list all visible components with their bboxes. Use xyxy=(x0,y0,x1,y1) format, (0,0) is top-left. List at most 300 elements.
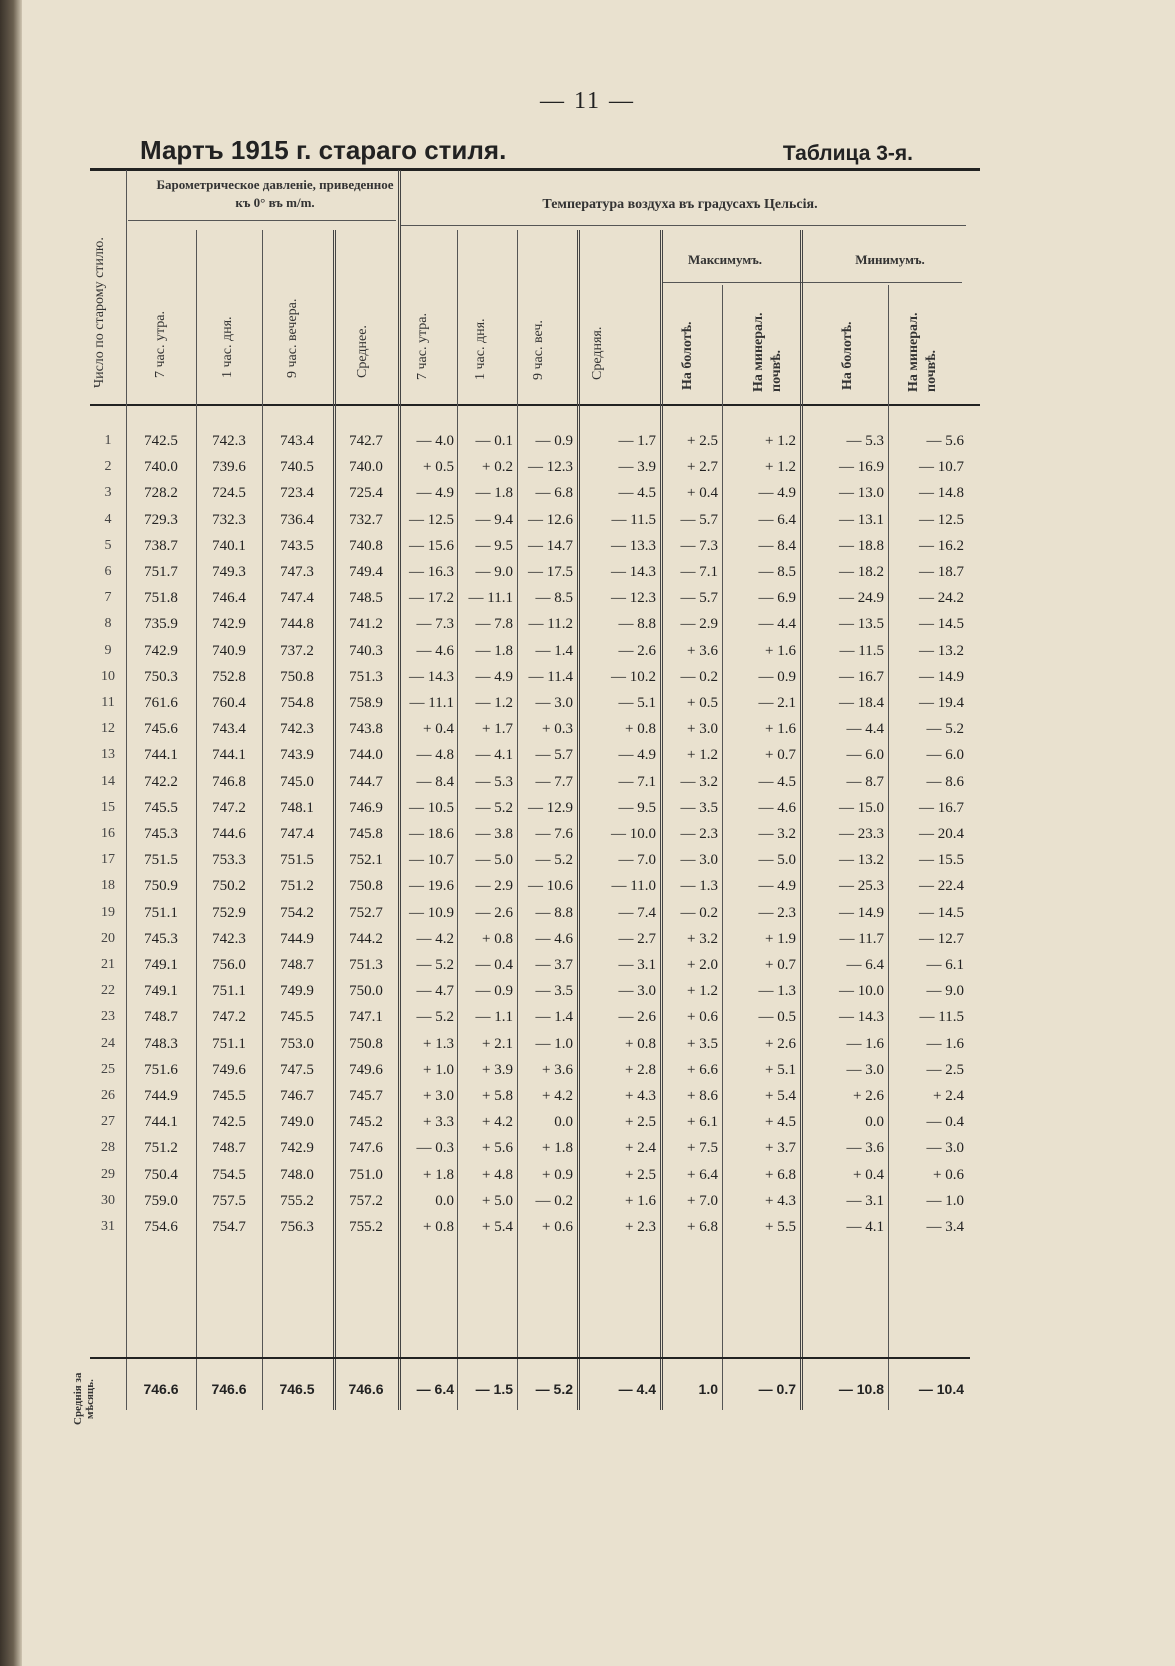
table-cell: — 18.4 xyxy=(839,695,884,711)
footer-cell: 1.0 xyxy=(698,1381,718,1397)
table-cell: — 3.9 xyxy=(618,459,656,476)
table-cell: 742.7 xyxy=(349,433,383,449)
table-cell: — 8.7 xyxy=(846,773,884,790)
footer-cell: — 10.8 xyxy=(838,1381,884,1397)
table-cell: + 1.7 xyxy=(482,721,513,738)
table-cell: — 11.1 xyxy=(409,695,454,711)
table-cell: — 8.5 xyxy=(758,564,796,580)
table-cell: 744.1 xyxy=(212,747,246,764)
col-separator xyxy=(126,170,127,1410)
row-day-cell: 30 xyxy=(101,1192,115,1208)
table-cell: 745.5 xyxy=(212,1088,246,1104)
table-cell: + 0.6 xyxy=(687,1009,718,1026)
table-cell: 742.3 xyxy=(212,433,246,449)
table-cell: 736.4 xyxy=(280,511,314,528)
table-cell: 753.0 xyxy=(280,1035,314,1052)
table-cell: — 0.5 xyxy=(758,1009,796,1026)
table-cell: 725.4 xyxy=(349,485,383,502)
row-day-cell: 16 xyxy=(101,826,115,841)
table-cell: + 3.6 xyxy=(687,642,718,659)
col-separator xyxy=(262,230,263,1410)
table-cell: — 3.5 xyxy=(535,983,573,1000)
row-day-cell: 21 xyxy=(101,957,115,972)
table-cell: — 3.2 xyxy=(680,773,718,790)
table-cell: 749.1 xyxy=(144,957,178,973)
table-cell: 743.5 xyxy=(280,537,314,554)
table-cell: — 2.6 xyxy=(618,1009,656,1026)
table-cell: 751.1 xyxy=(212,1035,246,1052)
table-cell: — 3.1 xyxy=(846,1192,884,1209)
table-cell: — 22.4 xyxy=(919,878,964,895)
table-cell: — 3.5 xyxy=(680,799,718,816)
table-cell: — 1.3 xyxy=(758,983,796,1000)
table-cell: — 1.4 xyxy=(535,1009,573,1026)
table-cell: — 7.3 xyxy=(680,537,718,554)
table-cell: — 13.2 xyxy=(919,642,964,659)
table-cell: 752.8 xyxy=(212,668,246,685)
table-cell: — 12.5 xyxy=(409,511,454,528)
table-cell: — 1.6 xyxy=(846,1035,884,1052)
table-cell: — 18.6 xyxy=(409,826,454,842)
table-cell: + 6.1 xyxy=(687,1114,718,1131)
table-cell: 749.0 xyxy=(280,1114,314,1131)
header-temp-group: Температура воздуха въ градусахъ Цельсія. xyxy=(542,197,818,212)
col-separator xyxy=(888,285,889,1410)
table-cell: 754.8 xyxy=(280,695,314,711)
table-cell: 740.0 xyxy=(349,459,383,476)
table-cell: 751.7 xyxy=(144,564,178,580)
table-cell: — 5.0 xyxy=(475,852,513,869)
table-cell: 751.2 xyxy=(280,878,314,895)
table-cell: 751.1 xyxy=(212,983,246,1000)
table-cell: + 5.4 xyxy=(482,1219,513,1235)
table-cell: 752.9 xyxy=(212,904,246,921)
table-label: Таблица 3-я. xyxy=(782,142,913,165)
table-cell: — 10.5 xyxy=(409,799,454,816)
table-cell: — 7.1 xyxy=(618,773,656,790)
header-temp-9: 9 час. веч. xyxy=(531,320,546,380)
table-cell: + 0.8 xyxy=(423,1219,454,1235)
header-max-group: Максимумъ. xyxy=(687,252,763,267)
header-pressure-1: 1 час. дня. xyxy=(220,316,235,378)
table-cell: + 4.3 xyxy=(625,1088,656,1104)
footer-cell: 746.6 xyxy=(211,1381,247,1397)
table-cell: 744.9 xyxy=(144,1088,178,1104)
table-cell: — 10.7 xyxy=(409,852,454,869)
table-cell: 742.9 xyxy=(212,616,246,633)
table-cell: 743.4 xyxy=(280,433,314,449)
row-day-cell: 5 xyxy=(104,537,112,553)
table-cell: 740.0 xyxy=(144,459,178,476)
table-cell: — 0.4 xyxy=(926,1114,964,1131)
table-cell: — 24.9 xyxy=(839,590,884,607)
table-cell: — 7.3 xyxy=(416,616,454,633)
table-cell: + 1.6 xyxy=(625,1192,656,1209)
table-cell: — 2.3 xyxy=(680,826,718,842)
table-cell: 749.3 xyxy=(212,564,246,580)
row-day-cell: 28 xyxy=(101,1140,115,1156)
footer-cell: 746.5 xyxy=(279,1381,315,1397)
row-day-cell: 1 xyxy=(104,433,112,448)
table-cell: 744.9 xyxy=(280,930,314,947)
table-cell: 750.8 xyxy=(349,1035,383,1052)
table-cell: + 3.0 xyxy=(687,721,718,738)
table-cell: 740.1 xyxy=(212,537,246,554)
table-cell: — 6.4 xyxy=(758,511,796,528)
table-cell: 748.7 xyxy=(212,1140,246,1157)
table-cell: 737.2 xyxy=(280,642,314,659)
table-cell: — 4.9 xyxy=(758,878,796,895)
table-cell: — 16.9 xyxy=(839,459,884,476)
table-cell: 752.1 xyxy=(349,852,383,869)
table-cell: + 0.8 xyxy=(625,1035,656,1052)
table-cell: + 5.8 xyxy=(482,1088,513,1104)
table-cell: — 4.6 xyxy=(535,930,573,947)
table-cell: + 0.4 xyxy=(687,485,718,502)
row-day-cell: 29 xyxy=(101,1166,115,1182)
table-cell: — 5.7 xyxy=(680,590,718,607)
table-cell: + 0.9 xyxy=(542,1166,573,1183)
table-cell: 761.6 xyxy=(144,695,178,711)
table-cell: — 1.0 xyxy=(535,1035,573,1052)
footer-cell: 746.6 xyxy=(348,1381,384,1397)
row-day-cell: 8 xyxy=(104,616,112,632)
table-cell: 744.8 xyxy=(280,616,314,633)
table-cell: 746.4 xyxy=(212,590,246,607)
table-cell: 751.8 xyxy=(144,590,178,607)
table-cell: 747.1 xyxy=(349,1009,383,1026)
table-cell: 747.4 xyxy=(280,826,314,842)
table-cell: — 3.1 xyxy=(618,957,656,973)
table-cell: 747.2 xyxy=(212,1009,246,1026)
table-cell: + 3.2 xyxy=(687,930,718,947)
table-cell: — 8.8 xyxy=(535,904,573,921)
table-cell: — 4.9 xyxy=(416,485,454,502)
table-cell: 749.6 xyxy=(212,1061,246,1078)
table-cell: — 14.3 xyxy=(839,1009,884,1026)
table-cell: 756.0 xyxy=(212,957,246,973)
table-cell: 747.2 xyxy=(212,799,246,816)
footer-label: Среднія за мѣсяць. xyxy=(72,1372,96,1426)
table-cell: 751.5 xyxy=(280,852,314,869)
table-cell: 744.2 xyxy=(349,930,383,947)
table-cell: — 5.2 xyxy=(475,799,513,816)
table-cell: — 5.2 xyxy=(535,852,573,869)
table-cell: 749.9 xyxy=(280,983,314,1000)
table-cell: — 0.2 xyxy=(680,904,718,921)
table-cell: 749.4 xyxy=(349,564,383,580)
table-cell: — 11.2 xyxy=(528,616,573,633)
table-cell: — 1.8 xyxy=(475,485,513,502)
table-cell: — 3.7 xyxy=(535,957,573,973)
table-cell: 754.7 xyxy=(212,1219,246,1235)
row-day-cell: 14 xyxy=(101,773,115,789)
table-cell: 754.6 xyxy=(144,1219,178,1235)
table-cell: — 12.7 xyxy=(919,930,964,947)
row-day-cell: 6 xyxy=(104,564,112,579)
table-cell: 732.3 xyxy=(212,511,246,528)
table-cell: — 7.4 xyxy=(618,904,656,921)
table-cell: + 1.8 xyxy=(542,1140,573,1157)
table-cell: 745.0 xyxy=(280,773,314,790)
row-day-cell: 13 xyxy=(101,747,115,763)
table-cell: — 18.2 xyxy=(839,564,884,580)
table-cell: 750.8 xyxy=(280,668,314,685)
table-cell: + 2.4 xyxy=(933,1088,964,1104)
table-cell: 750.3 xyxy=(144,668,178,685)
book-binding-shadow xyxy=(0,0,22,1666)
table-cell: + 4.2 xyxy=(482,1114,513,1131)
table-cell: — 5.7 xyxy=(535,747,573,764)
table-cell: 750.0 xyxy=(349,983,383,1000)
table-cell: — 14.3 xyxy=(611,564,656,580)
table-cell: — 2.1 xyxy=(758,695,796,711)
table-cell: — 5.1 xyxy=(618,695,656,711)
table-cell: + 6.6 xyxy=(687,1061,718,1078)
table-cell: 744.1 xyxy=(144,1114,178,1131)
header-min-bog: На болотѣ. xyxy=(840,321,855,390)
table-cell: 754.2 xyxy=(280,904,314,921)
row-day-cell: 7 xyxy=(104,590,112,606)
page-number: — 11 — xyxy=(539,88,636,114)
row-day-cell: 19 xyxy=(101,904,115,920)
footer-cell: — 0.7 xyxy=(758,1381,796,1397)
table-cell: + 8.6 xyxy=(687,1088,718,1104)
table-cell: 740.5 xyxy=(280,459,314,476)
table-cell: — 8.5 xyxy=(535,590,573,607)
table-cell: + 3.0 xyxy=(423,1088,454,1104)
table-cell: — 16.3 xyxy=(409,564,454,580)
table-cell: + 3.3 xyxy=(423,1114,454,1131)
table-cell: — 9.5 xyxy=(475,537,513,554)
col-separator xyxy=(333,230,336,1410)
table-cell: + 4.8 xyxy=(482,1166,513,1183)
table-cell: — 14.5 xyxy=(919,616,964,633)
header-day: Число по старому стилю. xyxy=(92,237,107,388)
table-cell: — 1.6 xyxy=(926,1035,964,1052)
table-cell: — 5.2 xyxy=(416,957,454,973)
row-day-cell: 24 xyxy=(101,1035,115,1051)
table-cell: — 4.4 xyxy=(758,616,796,633)
table-cell: — 24.2 xyxy=(919,590,964,607)
row-day-cell: 2 xyxy=(104,459,112,475)
table-cell: — 1.4 xyxy=(535,642,573,659)
footer-top-rule xyxy=(90,1357,970,1359)
table-cell: + 1.0 xyxy=(423,1061,454,1078)
table-cell: 757.2 xyxy=(349,1192,383,1209)
table-cell: 744.7 xyxy=(349,773,383,790)
table-cell: 740.9 xyxy=(212,642,246,659)
table-cell: 742.9 xyxy=(144,642,178,659)
header-temp-avg: Средняя. xyxy=(590,326,605,380)
table-cell: 752.7 xyxy=(349,904,383,921)
table-cell: + 1.2 xyxy=(687,747,718,764)
table-cell: — 9.5 xyxy=(618,799,656,816)
table-cell: — 0.9 xyxy=(758,668,796,685)
table-cell: — 0.3 xyxy=(416,1140,454,1157)
table-cell: 742.2 xyxy=(144,773,178,790)
table-cell: 739.6 xyxy=(212,459,246,476)
table-cell: 744.6 xyxy=(212,826,246,842)
table-cell: — 4.6 xyxy=(416,642,454,659)
table-cell: — 23.3 xyxy=(839,826,884,842)
table-cell: 746.7 xyxy=(280,1088,314,1104)
table-cell: — 2.3 xyxy=(758,904,796,921)
table-cell: 0.0 xyxy=(865,1114,884,1131)
table-cell: — 7.7 xyxy=(535,773,573,790)
header-pressure-9: 9 час. вечера. xyxy=(285,298,300,378)
table-cell: 746.9 xyxy=(349,799,383,816)
row-day-cell: 15 xyxy=(101,799,115,815)
table-cell: — 9.0 xyxy=(926,983,964,1000)
table-cell: + 0.5 xyxy=(687,695,718,711)
table-cell: + 4.3 xyxy=(765,1192,796,1209)
table-cell: 758.9 xyxy=(349,695,383,711)
table-cell: + 4.5 xyxy=(765,1114,796,1131)
table-cell: — 18.7 xyxy=(919,564,964,580)
table-cell: — 6.0 xyxy=(926,747,964,764)
header-max-mineral: На минерал. почвѣ. xyxy=(751,312,784,392)
table-cell: + 0.8 xyxy=(482,930,513,947)
table-cell: — 10.0 xyxy=(611,826,656,842)
table-cell: — 18.8 xyxy=(839,537,884,554)
table-cell: — 6.0 xyxy=(846,747,884,764)
table-cell: 751.0 xyxy=(349,1166,383,1183)
table-cell: 755.2 xyxy=(349,1219,383,1235)
table-cell: — 12.3 xyxy=(611,590,656,607)
table-cell: — 3.0 xyxy=(618,983,656,1000)
row-day-cell: 17 xyxy=(101,852,115,868)
header-temp-7: 7 час. утра. xyxy=(415,313,430,380)
table-cell: — 14.5 xyxy=(919,904,964,921)
table-cell: — 10.6 xyxy=(528,878,573,895)
table-cell: — 11.7 xyxy=(839,930,884,947)
table-cell: — 5.2 xyxy=(926,721,964,738)
row-day-cell: 12 xyxy=(101,721,115,737)
table-cell: 0.0 xyxy=(435,1192,454,1209)
table-cell: + 0.4 xyxy=(853,1166,884,1183)
header-temp-1: 1 час. дня. xyxy=(473,318,488,380)
footer-cell: — 5.2 xyxy=(535,1381,573,1397)
table-cell: 742.5 xyxy=(144,433,178,449)
table-cell: — 8.4 xyxy=(758,537,796,554)
table-cell: — 16.7 xyxy=(919,799,964,816)
table-cell: — 16.7 xyxy=(839,668,884,685)
table-cell: — 6.9 xyxy=(758,590,796,607)
table-cell: + 0.5 xyxy=(423,459,454,476)
table-cell: — 20.4 xyxy=(919,826,964,842)
table-cell: 723.4 xyxy=(280,485,314,502)
table-cell: + 3.9 xyxy=(482,1061,513,1078)
table-cell: — 1.2 xyxy=(475,695,513,711)
table-cell: 747.5 xyxy=(280,1061,314,1078)
table-cell: 751.2 xyxy=(144,1140,178,1157)
table-cell: + 3.6 xyxy=(542,1061,573,1078)
table-cell: 746.8 xyxy=(212,773,246,790)
table-cell: — 1.1 xyxy=(475,1009,513,1026)
table-cell: — 4.5 xyxy=(618,485,656,502)
table-cell: 751.6 xyxy=(144,1061,178,1078)
table-cell: — 1.3 xyxy=(680,878,718,895)
table-cell: — 6.1 xyxy=(926,957,964,973)
table-cell: 743.8 xyxy=(349,721,383,738)
header-pressure-avg: Среднее. xyxy=(355,325,370,378)
table-cell: + 6.8 xyxy=(687,1219,718,1235)
footer-cell: — 4.4 xyxy=(618,1381,656,1397)
table-cell: — 12.6 xyxy=(528,511,573,528)
header-max-bog: На болотѣ. xyxy=(680,321,695,390)
table-cell: — 7.8 xyxy=(475,616,513,633)
table-cell: — 10.0 xyxy=(839,983,884,1000)
table-cell: + 5.5 xyxy=(765,1219,796,1235)
row-day-cell: 23 xyxy=(101,1009,115,1025)
table-cell: 750.9 xyxy=(144,878,178,895)
col-separator xyxy=(722,285,723,1410)
table-cell: + 7.5 xyxy=(687,1140,718,1157)
table-cell: — 14.9 xyxy=(919,668,964,685)
table-cell: 740.8 xyxy=(349,537,383,554)
table-cell: — 4.1 xyxy=(846,1219,884,1235)
table-cell: + 7.0 xyxy=(687,1192,718,1209)
table-cell: — 7.1 xyxy=(680,564,718,580)
table-cell: + 2.0 xyxy=(687,957,718,973)
page-title: Мартъ 1915 г. стараго стиля. xyxy=(140,135,507,165)
header-min-group: Минимумъ. xyxy=(855,252,925,267)
table-cell: — 4.0 xyxy=(416,433,454,449)
table-cell: + 0.6 xyxy=(542,1219,573,1235)
table-cell: 750.4 xyxy=(144,1166,178,1183)
table-cell: — 1.8 xyxy=(475,642,513,659)
table-cell: — 3.0 xyxy=(846,1061,884,1078)
table-cell: 748.1 xyxy=(280,799,314,816)
col-separator xyxy=(577,230,580,1410)
table-cell: + 1.8 xyxy=(423,1166,454,1183)
table-cell: — 5.3 xyxy=(475,773,513,790)
footer-cell: — 10.4 xyxy=(918,1381,964,1397)
table-cell: — 4.8 xyxy=(416,747,454,764)
table-cell: 747.6 xyxy=(349,1140,383,1157)
table-cell: — 5.3 xyxy=(846,433,884,449)
table-cell: + 2.3 xyxy=(625,1219,656,1235)
temp-group-rule xyxy=(400,225,966,226)
col-separator xyxy=(660,230,663,1410)
table-cell: — 5.7 xyxy=(680,511,718,528)
table-cell: — 2.6 xyxy=(475,904,513,921)
table-cell: 748.5 xyxy=(349,590,383,607)
table-cell: — 14.7 xyxy=(528,537,573,554)
table-cell: — 25.3 xyxy=(839,878,884,895)
table-cell: — 10.2 xyxy=(611,668,656,685)
table-cell: — 1.7 xyxy=(618,433,656,449)
table-cell: — 2.9 xyxy=(475,878,513,895)
table-cell: — 14.3 xyxy=(409,668,454,685)
table-cell: — 6.8 xyxy=(535,485,573,502)
table-cell: — 0.2 xyxy=(680,668,718,685)
table-cell: — 3.8 xyxy=(475,826,513,842)
table-cell: — 7.0 xyxy=(618,852,656,869)
table-cell: + 1.3 xyxy=(423,1035,454,1052)
table-cell: + 2.6 xyxy=(765,1035,796,1052)
table-cell: + 1.2 xyxy=(765,459,796,476)
footer-cell: — 6.4 xyxy=(416,1381,454,1397)
table-cell: — 10.9 xyxy=(409,904,454,921)
table-cell: 748.3 xyxy=(144,1035,178,1052)
table-cell: 751.3 xyxy=(349,668,383,685)
table-cell: 755.2 xyxy=(280,1192,314,1209)
table-cell: — 0.9 xyxy=(535,433,573,449)
table-cell: + 4.2 xyxy=(542,1088,573,1104)
table-cell: — 13.1 xyxy=(839,511,884,528)
